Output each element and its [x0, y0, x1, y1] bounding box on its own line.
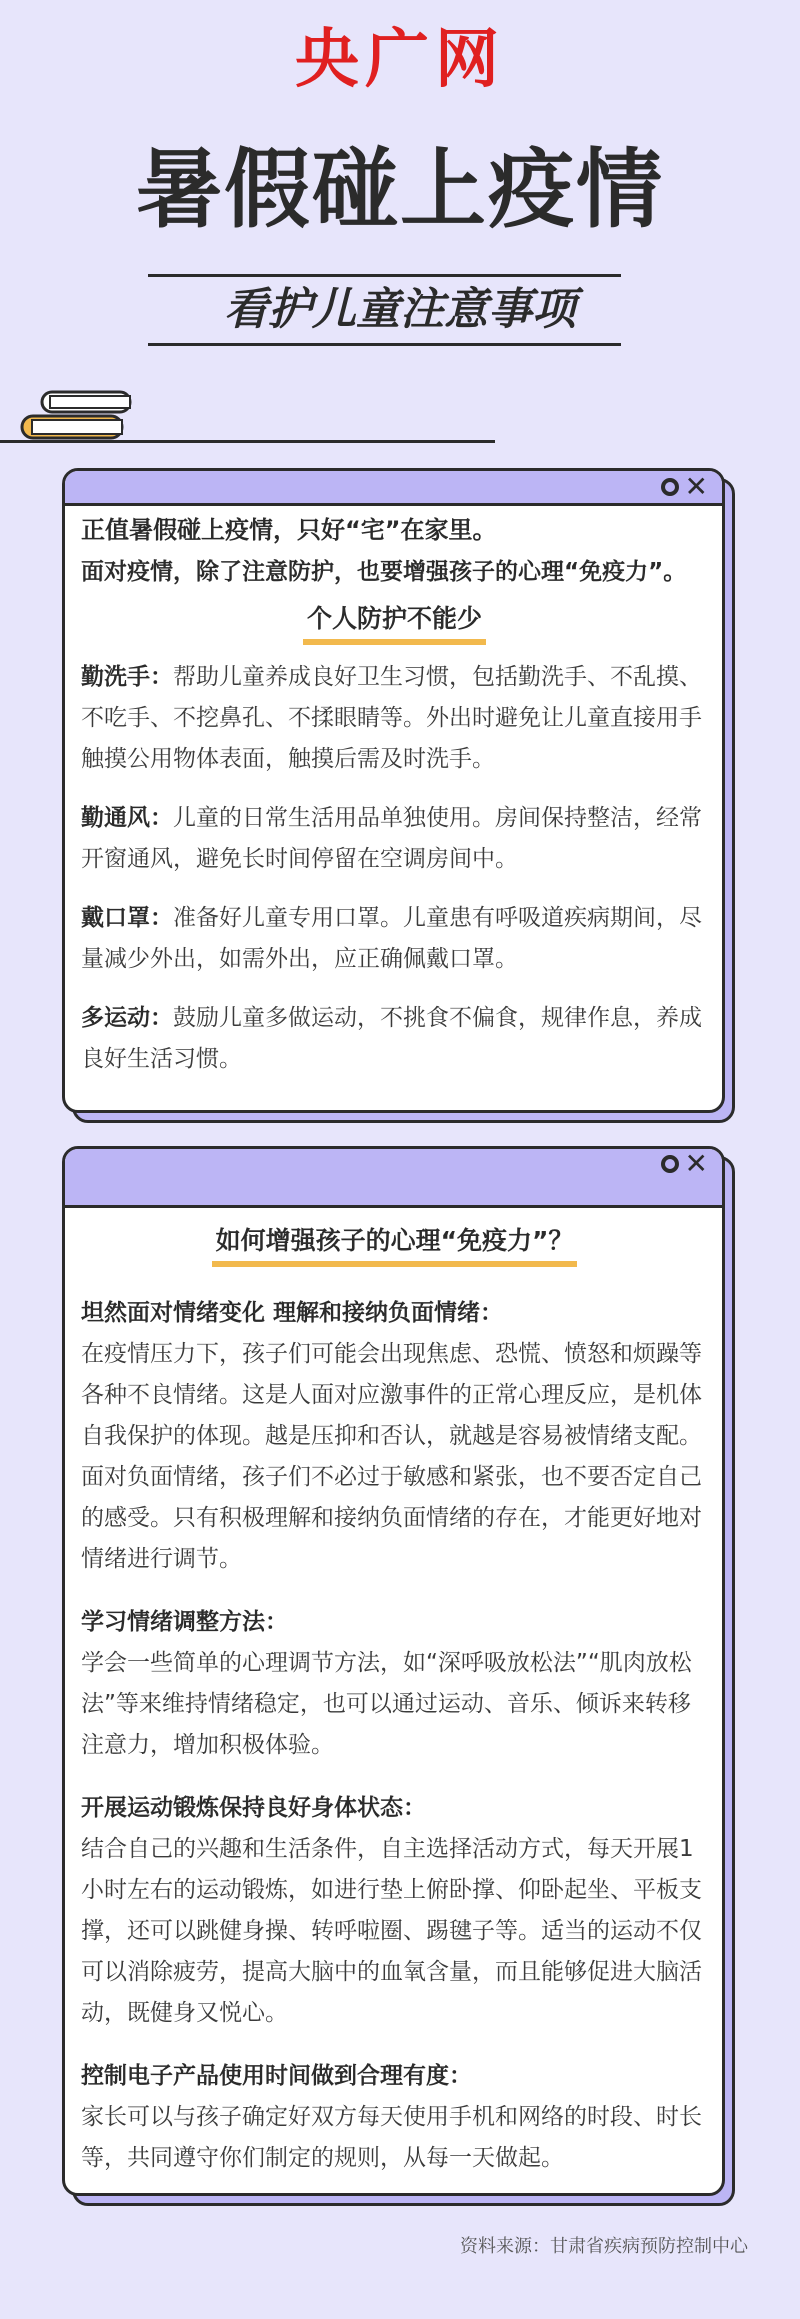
logo: 央广网	[295, 23, 505, 97]
card-header-bar	[65, 1149, 722, 1208]
window-controls	[661, 471, 708, 503]
card-personal-protection	[62, 468, 725, 1113]
intro-line-1: 正值暑假碰上疫情，只好“宅”在家里。	[81, 516, 497, 544]
section-heading	[81, 601, 708, 645]
circle-icon	[661, 1155, 679, 1173]
tip-paragraph	[81, 998, 708, 1080]
close-icon: ✕	[684, 1147, 708, 1180]
advice-label: 开展运动锻炼保持良好身体状态：	[81, 1795, 426, 1821]
card-header-bar	[65, 471, 722, 506]
advice-label: 坦然面对情绪变化 理解和接纳负面情绪：	[81, 1300, 504, 1326]
advice-label: 控制电子产品使用时间做到合理有度：	[81, 2063, 472, 2089]
books-icon	[20, 390, 135, 442]
card-content	[81, 509, 708, 1098]
close-icon: ✕	[684, 470, 708, 503]
section-heading-text: 个人防护不能少	[303, 601, 486, 645]
tip-label: 戴口罩：	[81, 905, 173, 931]
tip-text: 儿童的日常生活用品单独使用。房间保持整洁，经常开窗通风，避免长时间停留在空调房间中。	[81, 805, 702, 872]
section-heading-text: 如何增强孩子的心理“免疫力”？	[212, 1223, 578, 1267]
circle-icon	[661, 478, 679, 496]
tip-label: 多运动：	[81, 1005, 173, 1031]
card-content	[81, 1215, 708, 2196]
intro-line-2: 面对疫情，除了注意防护，也要增强孩子的心理“免疫力”。	[81, 559, 687, 585]
tip-paragraph	[81, 798, 708, 880]
subtitle-bottom-rule	[148, 343, 621, 346]
subtitle-top-rule	[148, 274, 621, 277]
tip-paragraph	[81, 657, 708, 780]
source-note: 资料来源：甘肃省疾病预防控制中心	[460, 2236, 748, 2257]
tip-label: 勤洗手：	[81, 664, 173, 690]
tip-label: 勤通风：	[81, 805, 173, 831]
advice-text: 家长可以与孩子确定好双方每天使用手机和网络的时段、时长等，共同遵守你们制定的规则，从每一天做起。	[81, 2104, 702, 2171]
page-title: 暑假碰上疫情	[136, 140, 664, 240]
shelf-line	[0, 440, 495, 443]
card-body	[62, 1146, 725, 2196]
window-controls	[661, 1149, 708, 1179]
page-subtitle: 看护儿童注意事项	[224, 284, 576, 335]
advice-text: 在疫情压力下，孩子们可能会出现焦虑、恐慌、愤怒和烦躁等各种不良情绪。这是人面对应激事件的正常心理反应，是机体自我保护的体现。越是压抑和否认，就越是容易被情绪支配。面对负面情绪，孩子们不必过于敏感和紧张，也不要否定自己的感受。只有积极理解和接纳负面情绪的存在，才能更好地对情绪进行调节。	[81, 1341, 702, 1572]
section-heading	[81, 1223, 708, 1267]
tip-paragraph	[81, 898, 708, 980]
tip-text: 鼓励儿童多做运动，不挑食不偏食，规律作息，养成良好生活习惯。	[81, 1005, 702, 1072]
card-mental-immunity	[62, 1146, 725, 2196]
tip-text: 准备好儿童专用口罩。儿童患有呼吸道疾病期间，尽量减少外出，如需外出，应正确佩戴口罩。	[81, 905, 702, 972]
advice-text: 学会一些简单的心理调节方法，如“深呼吸放松法”“肌肉放松法”等来维持情绪稳定，也可以通过运动、音乐、倾诉来转移注意力，增加积极体验。	[81, 1650, 692, 1758]
advice-label: 学习情绪调整方法：	[81, 1609, 288, 1635]
card-body	[62, 468, 725, 1113]
advice-text: 结合自己的兴趣和生活条件，自主选择活动方式，每天开展1小时左右的运动锻炼，如进行垫上俯卧撑、仰卧起坐、平板支撑，还可以跳健身操、转呼啦圈、踢毽子等。适当的运动不仅可以消除疲劳，提高大脑中的血氧含量，而且能够促进大脑活动，既健身又悦心。	[81, 1836, 702, 2026]
tip-text: 帮助儿童养成良好卫生习惯，包括勤洗手、不乱摸、不吃手、不挖鼻孔、不揉眼睛等。外出时避免让儿童直接用手触摸公用物体表面，触摸后需及时洗手。	[81, 664, 702, 772]
